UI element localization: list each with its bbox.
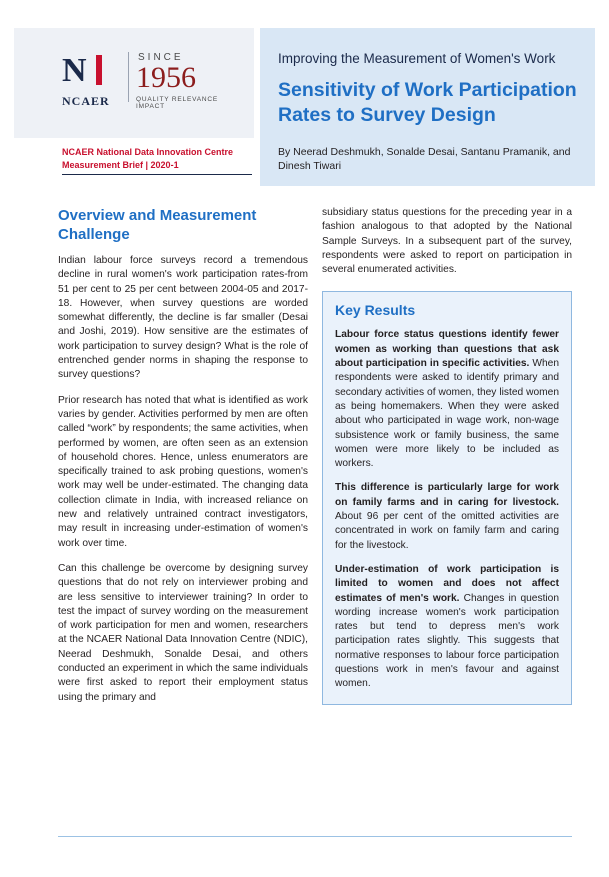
ncaer-logo — [62, 52, 222, 114]
key-result-item — [335, 563, 559, 692]
header-banner — [260, 28, 595, 186]
overview-paragraph-2: Prior research has noted that what is identified as work varies by gender. Activities performed by men are often called “work” by respondents; the same activities, when performed by women, are often seen as an extension of household chores. Hence, unless enumerators are specifically trained to ask probing questions, women's work may well be under-estimated. The changing data collection climate in India, with increased reliance on new and relatively untrained contract investigators, may result in increasing under-estimation of women's work over time. — [58, 394, 308, 549]
page-title: Sensitivity of Work Participation Rates to Survey Design — [278, 79, 577, 126]
overview-paragraph-1: Indian labour force surveys record a tremendous decline in rural women's work participation rates-from 51 per cent to 25 per cent between 2004-05 and 2017-18. However, when survey questions are worded somewhat differently, the decline is far smaller (Desai and Joshi, 2019). How sensitive are the estimates of work participation to survey design? What is the role of entrenched gender norms in shaping the response to survey questions? — [58, 255, 308, 381]
key-result-lead-3: Under-estimation of work participation is limited to women and does not affect estimates of men's work. — [335, 563, 559, 604]
footer-divider — [58, 836, 572, 837]
logo-letter: N — [62, 52, 86, 89]
key-result-rest-1: When respondents were asked to identify primary and secondary activities of women, they listed women as being homemakers. When they were asked about who participated in wage work, non-wage subsistence work or family business, the same women were more likely to be included as workers. — [335, 358, 559, 470]
left-column — [58, 206, 308, 716]
key-results-box — [322, 291, 572, 704]
key-result-rest-3: Changes in question wording increase women's work participation rates but tend to depress men's work participation rates slightly. This suggests that normative responses to labour force participation questions work in men's favour and against women. — [335, 592, 559, 690]
overview-paragraph-3: Can this challenge be overcome by designing survey questions that do not rely on interviewer probing and are less sensitive to interviewer training? In order to test the impact of survey wording on the measurement of work participation for men and women, researchers at the NCAER National Data Innovation Centre (NDIC), Neerad Deshmukh, Sonalde Desai, and others conducted an experiment in which the same individuals were first asked to report their employment status using the primary and — [58, 562, 308, 703]
right-column — [322, 206, 572, 705]
logo-divider — [128, 52, 129, 102]
logo-red-bar-icon — [96, 55, 102, 85]
logo-tagline: QUALITY RELEVANCE IMPACT — [136, 96, 218, 110]
key-result-item — [335, 328, 559, 471]
logo-block — [14, 28, 254, 138]
brief-rule — [62, 174, 252, 175]
section-title-overview: Overview and Measurement Challenge — [58, 207, 257, 243]
key-result-item — [335, 481, 559, 552]
continuation-paragraph: subsidiary status questions for the preceding year in a fashion analogous to that adopted by the National Sample Surveys. In a subsequent part of the survey, respondents were asked to report on participation in several enumerated activities. — [322, 207, 572, 276]
authors-line: By Neerad Deshmukh, Sonalde Desai, Santanu Pramanik, and Dinesh Tiwari — [278, 146, 571, 172]
logo-since-label: SINCE — [138, 52, 184, 63]
brief-label: NCAER National Data Innovation Centre Measurement Brief | 2020-1 — [62, 147, 234, 170]
header-subtitle: Improving the Measurement of Women's Work — [278, 51, 556, 66]
key-result-lead-2: This difference is particularly large for work on family farms and in caring for livestock. — [335, 482, 559, 508]
logo-mark-icon — [62, 52, 124, 108]
key-result-rest-2: About 96 per cent of the omitted activities are concentrated in work on family farm and caring for the livestock. — [335, 511, 559, 551]
document-header — [14, 28, 595, 186]
logo-year: 1956 — [136, 61, 196, 94]
key-results-title: Key Results — [335, 302, 416, 319]
key-result-lead-1: Labour force status questions identify fewer women as working than questions that ask about participation in specific activities. — [335, 329, 559, 370]
logo-wordmark: NCAER — [62, 94, 110, 108]
